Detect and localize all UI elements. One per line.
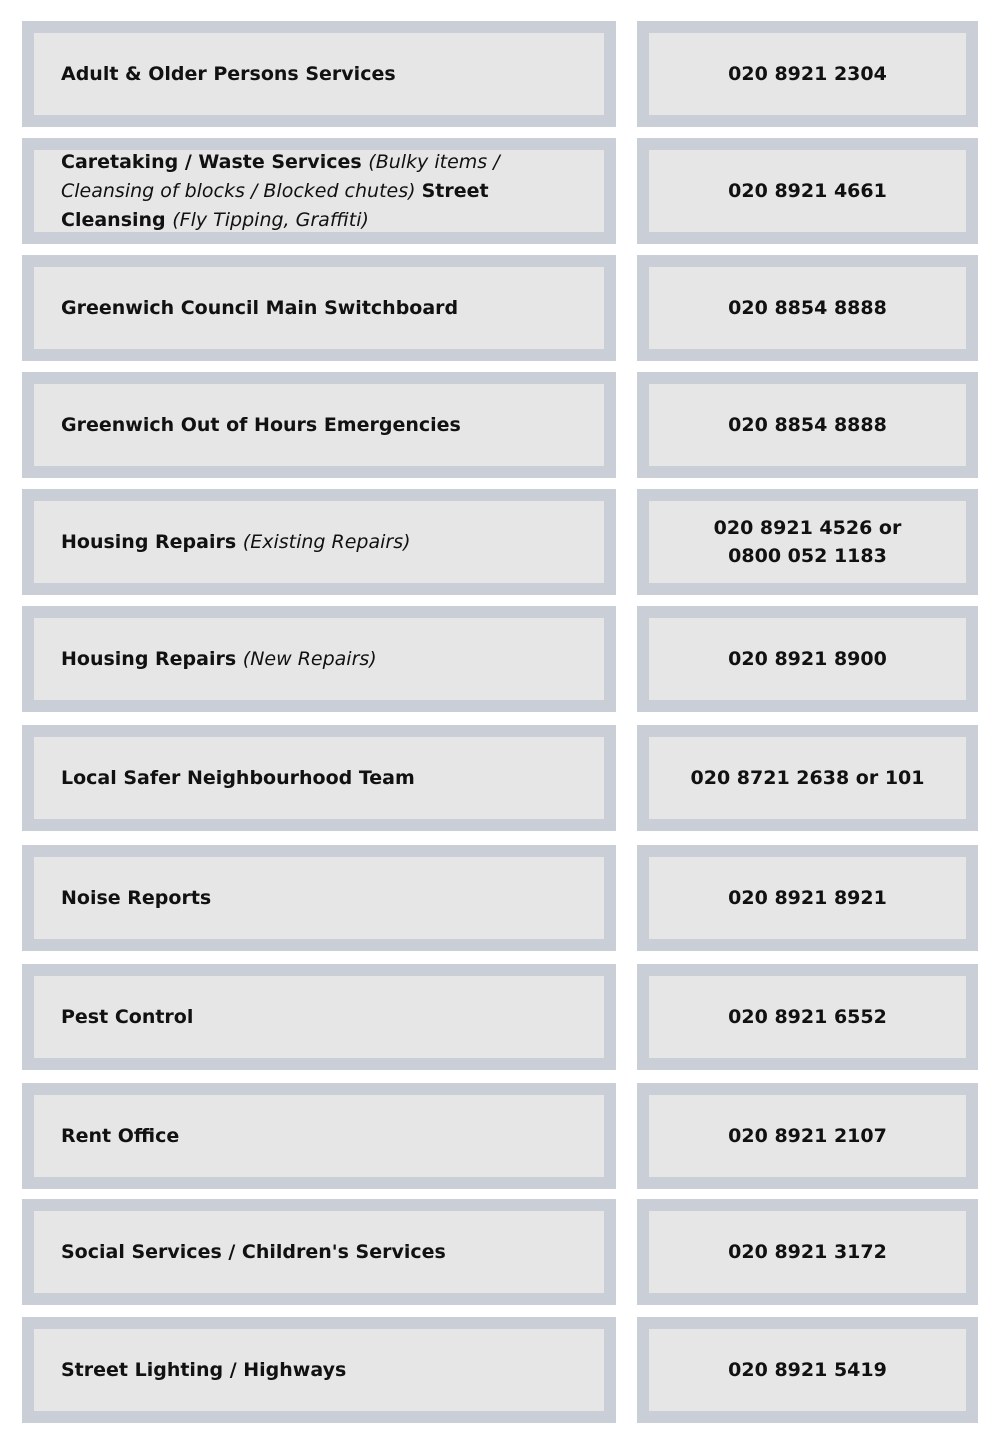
phone-number-box bbox=[637, 845, 978, 951]
phone-number-box bbox=[637, 725, 978, 831]
contact-row bbox=[0, 372, 1000, 478]
service-name bbox=[61, 1122, 179, 1151]
service-name bbox=[61, 1003, 193, 1032]
phone-number: 020 8921 4526 or 0800 052 1183 bbox=[713, 517, 902, 567]
service-name-box bbox=[22, 138, 616, 244]
service-title: Local Safer Neighbourhood Team bbox=[61, 766, 415, 789]
service-name-box bbox=[22, 845, 616, 951]
phone-number-panel bbox=[649, 267, 966, 349]
service-name bbox=[61, 528, 411, 557]
phone-number-box bbox=[637, 255, 978, 361]
service-title: Social Services / Children's Services bbox=[61, 1240, 446, 1263]
service-name-panel bbox=[34, 618, 604, 700]
phone-number: 020 8721 2638 or 101 bbox=[690, 767, 925, 789]
service-note: (New Repairs) bbox=[242, 647, 377, 670]
service-note: (Fly Tipping, Graffiti) bbox=[172, 208, 369, 231]
phone-number-box bbox=[637, 21, 978, 127]
service-title: Noise Reports bbox=[61, 886, 212, 909]
contact-row bbox=[0, 606, 1000, 712]
contact-row bbox=[0, 845, 1000, 951]
service-title: Greenwich Council Main Switchboard bbox=[61, 296, 459, 319]
phone-number: 020 8921 4661 bbox=[728, 180, 887, 202]
service-name-panel bbox=[34, 33, 604, 115]
service-name-box bbox=[22, 489, 616, 595]
contact-row bbox=[0, 489, 1000, 595]
service-name bbox=[61, 884, 211, 913]
service-note: (Existing Repairs) bbox=[242, 530, 411, 553]
phone-number-box bbox=[637, 1317, 978, 1423]
phone-number-panel bbox=[649, 1329, 966, 1411]
phone-number-box bbox=[637, 964, 978, 1070]
phone-number: 020 8921 2107 bbox=[728, 1125, 887, 1147]
phone-number-panel bbox=[649, 618, 966, 700]
service-title: Greenwich Out of Hours Emergencies bbox=[61, 413, 461, 436]
phone-number-box bbox=[637, 138, 978, 244]
service-name bbox=[61, 645, 377, 674]
service-note: (Bulky items / Cleansing of blocks / Blocked chutes) bbox=[61, 150, 500, 202]
phone-number-panel bbox=[649, 501, 966, 583]
phone-number: 020 8921 5419 bbox=[728, 1359, 887, 1381]
service-name-box bbox=[22, 21, 616, 127]
phone-number-panel bbox=[649, 384, 966, 466]
service-name-box bbox=[22, 1199, 616, 1305]
contact-row bbox=[0, 1199, 1000, 1305]
phone-number-box bbox=[637, 1083, 978, 1189]
phone-number-panel bbox=[649, 857, 966, 939]
service-title: Street Lighting / Highways bbox=[61, 1358, 347, 1381]
service-name-panel bbox=[34, 150, 604, 232]
service-name bbox=[61, 148, 584, 235]
phone-number-box bbox=[637, 606, 978, 712]
service-name bbox=[61, 764, 415, 793]
contact-row bbox=[0, 138, 1000, 244]
service-name-panel bbox=[34, 501, 604, 583]
phone-number-panel bbox=[649, 737, 966, 819]
service-name-panel bbox=[34, 857, 604, 939]
phone-number: 020 8854 8888 bbox=[728, 297, 887, 319]
service-name bbox=[61, 294, 458, 323]
service-name bbox=[61, 1356, 346, 1385]
service-name-box bbox=[22, 964, 616, 1070]
service-name-panel bbox=[34, 384, 604, 466]
phone-number-panel bbox=[649, 976, 966, 1058]
contact-row bbox=[0, 255, 1000, 361]
service-title: Adult & Older Persons Services bbox=[61, 62, 396, 85]
service-name-panel bbox=[34, 1095, 604, 1177]
service-title: Caretaking / Waste Services bbox=[61, 150, 369, 173]
service-name-panel bbox=[34, 267, 604, 349]
phone-number: 020 8854 8888 bbox=[728, 414, 887, 436]
phone-number-panel bbox=[649, 1095, 966, 1177]
service-title: Housing Repairs bbox=[61, 530, 243, 553]
service-title: Street Cleansing bbox=[61, 179, 489, 231]
service-name-box bbox=[22, 1083, 616, 1189]
contact-row bbox=[0, 1317, 1000, 1423]
service-name-panel bbox=[34, 1211, 604, 1293]
phone-number: 020 8921 2304 bbox=[728, 63, 887, 85]
service-name-box bbox=[22, 372, 616, 478]
service-name-box bbox=[22, 255, 616, 361]
service-name-box bbox=[22, 606, 616, 712]
service-name-box bbox=[22, 725, 616, 831]
service-name bbox=[61, 1238, 446, 1267]
phone-number-panel bbox=[649, 1211, 966, 1293]
phone-number-panel bbox=[649, 150, 966, 232]
phone-number-box bbox=[637, 372, 978, 478]
phone-number: 020 8921 3172 bbox=[728, 1241, 887, 1263]
service-name bbox=[61, 411, 461, 440]
phone-number-panel bbox=[649, 33, 966, 115]
phone-number-box bbox=[637, 1199, 978, 1305]
service-title: Rent Office bbox=[61, 1124, 180, 1147]
service-name-box bbox=[22, 1317, 616, 1423]
contact-row bbox=[0, 1083, 1000, 1189]
phone-number-box bbox=[637, 489, 978, 595]
service-name-panel bbox=[34, 1329, 604, 1411]
service-title: Housing Repairs bbox=[61, 647, 243, 670]
phone-number: 020 8921 6552 bbox=[728, 1006, 887, 1028]
contact-row bbox=[0, 964, 1000, 1070]
contact-row bbox=[0, 21, 1000, 127]
service-name bbox=[61, 60, 396, 89]
phone-number: 020 8921 8900 bbox=[728, 648, 887, 670]
phone-number: 020 8921 8921 bbox=[728, 887, 887, 909]
service-title: Pest Control bbox=[61, 1005, 194, 1028]
service-name-panel bbox=[34, 976, 604, 1058]
contact-row bbox=[0, 725, 1000, 831]
service-name-panel bbox=[34, 737, 604, 819]
